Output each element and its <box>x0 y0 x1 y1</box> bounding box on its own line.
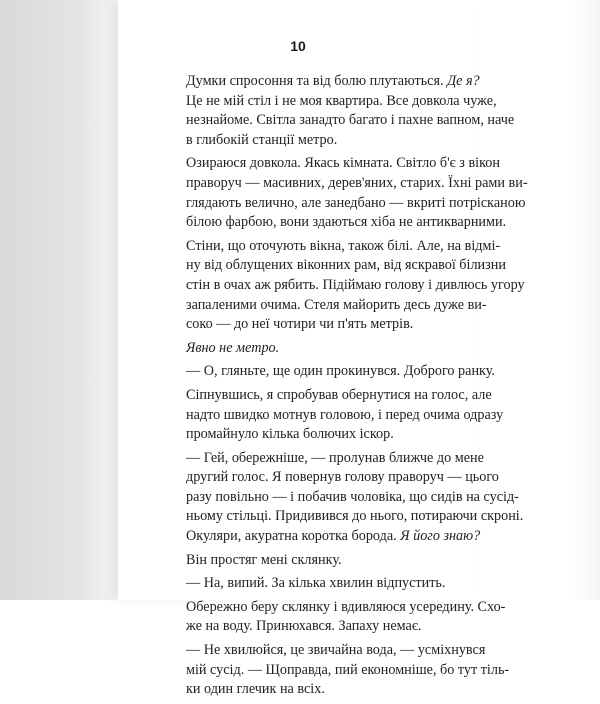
paragraph <box>172 386 504 445</box>
text-line <box>172 92 497 112</box>
paragraph <box>172 339 434 359</box>
line-text: запаленими очима. Стеля майорить десь дуже ви- <box>186 296 487 313</box>
paragraph <box>172 154 528 232</box>
line-text: соко — до неї чотири чи п'ять метрів. <box>186 316 414 333</box>
text-line <box>172 256 506 276</box>
line-text: Сіпнувшись, я спробував обернутися на голос, але <box>186 386 492 403</box>
text-line <box>172 111 515 131</box>
line-text: другий голос. Я повернув голову праворуч — цього <box>186 469 499 486</box>
line-text: Думки спросоння та від болю плутаються. <box>186 73 448 89</box>
paragraph <box>172 551 434 571</box>
book-page <box>118 0 528 698</box>
page-number: 10 <box>290 38 306 54</box>
paragraph <box>172 598 506 637</box>
text-line <box>172 617 434 637</box>
text-line <box>172 574 446 594</box>
line-text: промайнуло кілька болючих іскор. <box>186 426 394 443</box>
line-text: Озираюся довкола. Якась кімната. Світло б'є з вікон <box>186 155 500 172</box>
text-line <box>172 315 434 335</box>
text-line <box>172 598 506 618</box>
line-text: Стіни, що оточують вікна, також білі. Але, на відмі- <box>186 237 501 254</box>
paragraph <box>172 449 524 547</box>
text-line <box>172 386 492 406</box>
line-text: Це не мій стіл і не моя квартира. Все довкола чуже, <box>186 92 497 109</box>
text-line <box>172 362 495 382</box>
text-line <box>172 680 434 700</box>
text-line <box>172 527 481 547</box>
line-text: в глибокій станції метро. <box>186 131 338 148</box>
line-text: білою фарбою, вони здаються хіба не антикварними. <box>186 214 507 231</box>
italic-text: Я його знаю? <box>400 528 481 545</box>
italic-text: Де я? <box>447 73 480 89</box>
line-text: ну від облущених віконних рам, від яскравої білизни <box>186 257 506 274</box>
text-line <box>172 449 484 469</box>
line-text: ки один глечик на всіх. <box>186 681 325 698</box>
paragraph <box>172 237 525 335</box>
text-line <box>172 507 524 527</box>
line-text: Обережно беру склянку і вдивляюся усередину. Схо- <box>186 598 506 615</box>
line-text: незнайоме. Світла занадто багато і пахне вапном, наче <box>186 112 515 129</box>
text-line <box>172 237 501 257</box>
line-text: праворуч — масивних, дерев'яних, старих. Їхні рами ви- <box>186 174 528 191</box>
text-line <box>172 406 504 426</box>
line-text: — Гей, обережніше, — пролунав ближче до мене <box>186 449 484 466</box>
line-text: ньому стільці. Придивився до нього, потираючи скроні. <box>186 508 524 525</box>
line-text: надто швидко мотнув головою, і перед очима одразу <box>186 406 504 423</box>
line-text: — О, гляньте, ще один прокинувся. Доброго ранку. <box>186 363 495 380</box>
line-text: глядають велично, але занедбано — вкриті потрісканою <box>186 194 526 211</box>
text-line <box>172 468 499 488</box>
line-text: же на воду. Принюхався. Запаху немає. <box>186 618 422 635</box>
paragraph <box>172 574 446 594</box>
line-text: — На, випий. За кілька хвилин відпустить. <box>186 575 446 592</box>
text-line <box>172 296 487 316</box>
page-edge-shadow <box>570 0 600 600</box>
line-text: разу повільно — і побачив чоловіка, що сидів на сусід- <box>186 488 519 505</box>
line-text: стін в очах аж рябить. Підіймаю голову і дивлюсь угору <box>186 276 525 293</box>
page-text <box>172 72 528 704</box>
line-text: Він простяг мені склянку. <box>186 551 342 568</box>
text-line <box>172 425 434 445</box>
paragraph <box>172 72 515 150</box>
line-text: Окуляри, акуратна коротка борода. <box>186 528 401 545</box>
text-line <box>172 276 525 296</box>
text-line <box>172 339 434 359</box>
paragraph <box>172 641 510 700</box>
italic-text: Явно не метро. <box>186 339 280 356</box>
text-line <box>172 551 434 571</box>
text-line <box>172 213 507 233</box>
line-text: мій сусід. — Щоправда, пий економніше, бо тут тіль- <box>186 661 510 678</box>
text-line <box>172 154 500 174</box>
text-line <box>172 661 510 681</box>
text-line <box>172 72 480 92</box>
paragraph <box>172 362 495 382</box>
text-line <box>172 194 526 214</box>
line-text: — Не хвилюйся, це звичайна вода, — усміхнувся <box>186 642 486 659</box>
text-line <box>172 131 434 151</box>
text-line <box>172 641 486 661</box>
text-line <box>172 488 519 508</box>
text-line <box>172 174 528 194</box>
